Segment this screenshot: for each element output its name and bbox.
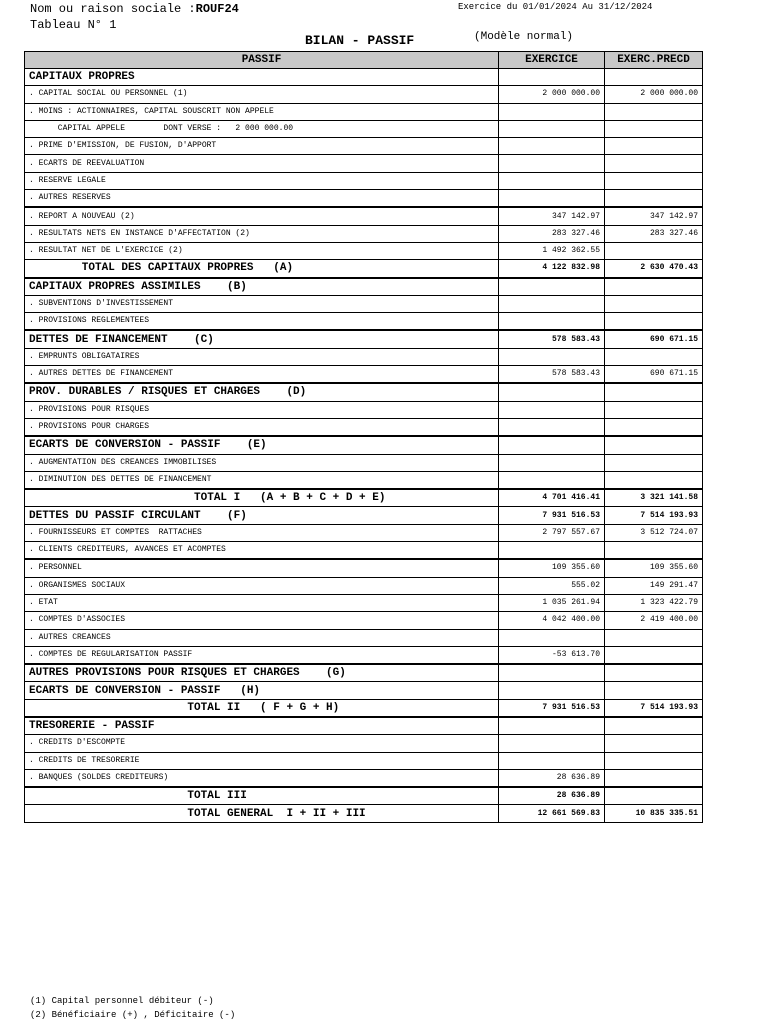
- row-label: . AUTRES CREANCES: [25, 629, 499, 646]
- row-label: . AUTRES RESERVES: [25, 190, 499, 208]
- precedent-value: [605, 190, 703, 208]
- row-label: . CAPITAL SOCIAL OU PERSONNEL (1): [25, 86, 499, 103]
- table-row: [25, 86, 703, 103]
- section-title: ECARTS DE CONVERSION - PASSIF (E): [25, 436, 499, 454]
- row-label: . PROVISIONS POUR CHARGES: [25, 418, 499, 436]
- table-row: [25, 155, 703, 172]
- precedent-value: 690 671.15: [605, 366, 703, 384]
- precedent-value: 283 327.46: [605, 225, 703, 242]
- exercice-value: [499, 69, 605, 86]
- precedent-value: [605, 418, 703, 436]
- exercice-value: [499, 682, 605, 699]
- table-row: [25, 454, 703, 471]
- section-title: AUTRES PROVISIONS POUR RISQUES ET CHARGES (G): [25, 664, 499, 682]
- precedent-value: 10 835 335.51: [605, 805, 703, 822]
- exercice-value: [499, 629, 605, 646]
- precedent-value: [605, 278, 703, 296]
- exercice-value: [499, 542, 605, 560]
- row-label: . AUTRES DETTES DE FINANCEMENT: [25, 366, 499, 384]
- table-row: [25, 805, 703, 822]
- table-row: [25, 559, 703, 577]
- row-label: . CREDITS DE TRESORERIE: [25, 752, 499, 769]
- precedent-value: [605, 69, 703, 86]
- row-label: . EMPRUNTS OBLIGATAIRES: [25, 348, 499, 365]
- row-label: . RESULTAT NET DE L'EXERCICE (2): [25, 242, 499, 259]
- company-name: ROUF24: [195, 2, 239, 16]
- table-row: [25, 612, 703, 629]
- precedent-value: 2 000 000.00: [605, 86, 703, 103]
- table-row: [25, 594, 703, 611]
- exercice-value: [499, 471, 605, 489]
- precedent-value: 3 321 141.58: [605, 489, 703, 507]
- row-label: . PROVISIONS REGLEMENTEES: [25, 313, 499, 331]
- precedent-value: [605, 454, 703, 471]
- section-title: CAPITAUX PROPRES ASSIMILES (B): [25, 278, 499, 296]
- exercice-value: -53 613.70: [499, 646, 605, 664]
- exercice-value: 28 636.89: [499, 769, 605, 787]
- section-title: TRESORERIE - PASSIF: [25, 717, 499, 735]
- precedent-value: [605, 348, 703, 365]
- precedent-value: [605, 769, 703, 787]
- precedent-value: [605, 542, 703, 560]
- exercice-value: 347 142.97: [499, 207, 605, 225]
- row-label: . FOURNISSEURS ET COMPTES RATTACHES: [25, 524, 499, 541]
- table-row: [25, 172, 703, 189]
- precedent-value: 347 142.97: [605, 207, 703, 225]
- section-title: CAPITAUX PROPRES: [25, 69, 499, 86]
- row-label: . CLIENTS CREDITEURS, AVANCES ET ACOMPTES: [25, 542, 499, 560]
- exercice-value: 2 000 000.00: [499, 86, 605, 103]
- total-label: TOTAL II ( F + G + H): [25, 699, 499, 717]
- exercice-value: 578 583.43: [499, 330, 605, 348]
- table-row: [25, 401, 703, 418]
- row-label: . RESULTATS NETS EN INSTANCE D'AFFECTATION (2): [25, 225, 499, 242]
- table-header-row: [25, 52, 703, 69]
- row-label: . CREDITS D'ESCOMPTE: [25, 735, 499, 752]
- precedent-value: [605, 682, 703, 699]
- exercice-value: [499, 313, 605, 331]
- table-row: [25, 418, 703, 436]
- row-label: . PERSONNEL: [25, 559, 499, 577]
- total-label: TOTAL DES CAPITAUX PROPRES (A): [25, 260, 499, 278]
- exercice-value: 555.02: [499, 577, 605, 594]
- row-label: . PRIME D'EMISSION, DE FUSION, D'APPORT: [25, 138, 499, 155]
- precedent-value: [605, 646, 703, 664]
- company-label: Nom ou raison sociale :: [30, 2, 196, 16]
- row-label: . SUBVENTIONS D'INVESTISSEMENT: [25, 295, 499, 312]
- table-row: [25, 278, 703, 296]
- exercice-value: [499, 155, 605, 172]
- col-exercice: EXERCICE: [499, 52, 605, 69]
- total-label: TOTAL III: [25, 787, 499, 805]
- precedent-value: [605, 103, 703, 120]
- table-row: [25, 489, 703, 507]
- precedent-value: [605, 242, 703, 259]
- precedent-value: 7 514 193.93: [605, 699, 703, 717]
- exercice-value: [499, 454, 605, 471]
- table-row: [25, 69, 703, 86]
- row-label: . MOINS : ACTIONNAIRES, CAPITAL SOUSCRIT NON APPELE: [25, 103, 499, 120]
- exercice-value: [499, 383, 605, 401]
- table-row: [25, 383, 703, 401]
- table-row: [25, 313, 703, 331]
- exercice-value: [499, 436, 605, 454]
- exercice-value: 109 355.60: [499, 559, 605, 577]
- row-label: . RESERVE LEGALE: [25, 172, 499, 189]
- section-title: DETTES DE FINANCEMENT (C): [25, 330, 499, 348]
- precedent-value: [605, 313, 703, 331]
- table-row: [25, 717, 703, 735]
- table-row: [25, 682, 703, 699]
- exercice-value: 283 327.46: [499, 225, 605, 242]
- table-row: [25, 769, 703, 787]
- exercice-value: 4 701 416.41: [499, 489, 605, 507]
- total-label: TOTAL I (A + B + C + D + E): [25, 489, 499, 507]
- table-row: [25, 190, 703, 208]
- table-row: [25, 752, 703, 769]
- tableau-number: Tableau N° 1: [30, 18, 117, 32]
- exercice-value: [499, 278, 605, 296]
- company-line: [30, 2, 239, 16]
- exercice-value: 578 583.43: [499, 366, 605, 384]
- precedent-value: [605, 629, 703, 646]
- page-title: BILAN - PASSIF: [305, 33, 415, 48]
- exercice-value: [499, 401, 605, 418]
- exercice-value: 1 492 362.55: [499, 242, 605, 259]
- row-label: . COMPTES D'ASSOCIES: [25, 612, 499, 629]
- precedent-value: [605, 436, 703, 454]
- section-title: PROV. DURABLES / RISQUES ET CHARGES (D): [25, 383, 499, 401]
- model-note: (Modèle normal): [474, 31, 574, 43]
- bilan-passif-table: [24, 51, 703, 823]
- section-title: DETTES DU PASSIF CIRCULANT (F): [25, 507, 499, 524]
- exercice-value: [499, 752, 605, 769]
- row-label: . ETAT: [25, 594, 499, 611]
- section-title: ECARTS DE CONVERSION - PASSIF (H): [25, 682, 499, 699]
- precedent-value: [605, 155, 703, 172]
- table-row: [25, 664, 703, 682]
- precedent-value: 149 291.47: [605, 577, 703, 594]
- exercice-value: 1 035 261.94: [499, 594, 605, 611]
- table-row: [25, 787, 703, 805]
- precedent-value: 109 355.60: [605, 559, 703, 577]
- exercice-value: [499, 418, 605, 436]
- row-label: . ECARTS DE REEVALUATION: [25, 155, 499, 172]
- precedent-value: [605, 664, 703, 682]
- exercice-value: 28 636.89: [499, 787, 605, 805]
- precedent-value: 7 514 193.93: [605, 507, 703, 524]
- col-precedent: EXERC.PRECD: [605, 52, 703, 69]
- table-row: [25, 577, 703, 594]
- precedent-value: 1 323 422.79: [605, 594, 703, 611]
- precedent-value: [605, 752, 703, 769]
- exercice-value: 4 122 832.98: [499, 260, 605, 278]
- precedent-value: [605, 787, 703, 805]
- exercice-value: 12 661 569.83: [499, 805, 605, 822]
- exercice-value: [499, 295, 605, 312]
- table-row: [25, 225, 703, 242]
- table-row: [25, 207, 703, 225]
- exercice-value: [499, 348, 605, 365]
- footnote-2: (2) Bénéficiaire (+) , Déficitaire (-): [30, 1010, 236, 1020]
- precedent-value: 690 671.15: [605, 330, 703, 348]
- precedent-value: [605, 735, 703, 752]
- table-row: [25, 436, 703, 454]
- table-row: [25, 524, 703, 541]
- table-row: [25, 507, 703, 524]
- exercice-value: [499, 172, 605, 189]
- precedent-value: [605, 471, 703, 489]
- exercice-value: [499, 190, 605, 208]
- total-label: TOTAL GENERAL I + II + III: [25, 805, 499, 822]
- table-row: [25, 646, 703, 664]
- exercice-value: [499, 103, 605, 120]
- exercise-period: Exercice du 01/01/2024 Au 31/12/2024: [458, 2, 653, 12]
- exercice-value: 7 931 516.53: [499, 699, 605, 717]
- exercice-value: [499, 120, 605, 137]
- row-label: . PROVISIONS POUR RISQUES: [25, 401, 499, 418]
- row-label: . DIMINUTION DES DETTES DE FINANCEMENT: [25, 471, 499, 489]
- table-row: [25, 471, 703, 489]
- row-label: . BANQUES (SOLDES CREDITEURS): [25, 769, 499, 787]
- precedent-value: [605, 383, 703, 401]
- exercice-value: 7 931 516.53: [499, 507, 605, 524]
- row-label: . REPORT A NOUVEAU (2): [25, 207, 499, 225]
- table-row: [25, 260, 703, 278]
- precedent-value: 2 419 400.00: [605, 612, 703, 629]
- precedent-value: 2 630 470.43: [605, 260, 703, 278]
- table-row: [25, 138, 703, 155]
- precedent-value: [605, 120, 703, 137]
- precedent-value: [605, 138, 703, 155]
- table-row: [25, 542, 703, 560]
- row-label: . COMPTES DE REGULARISATION PASSIF: [25, 646, 499, 664]
- table-row: [25, 699, 703, 717]
- precedent-value: 3 512 724.07: [605, 524, 703, 541]
- table-row: [25, 330, 703, 348]
- exercice-value: [499, 717, 605, 735]
- footnote-1: (1) Capital personnel débiteur (-): [30, 996, 214, 1006]
- precedent-value: [605, 401, 703, 418]
- table-row: [25, 295, 703, 312]
- row-label: . AUGMENTATION DES CREANCES IMMOBILISES: [25, 454, 499, 471]
- exercice-value: [499, 735, 605, 752]
- exercice-value: [499, 664, 605, 682]
- table-row: [25, 735, 703, 752]
- table-row: [25, 103, 703, 120]
- table-row: [25, 366, 703, 384]
- row-label: CAPITAL APPELE DONT VERSE : 2 000 000.00: [25, 120, 499, 137]
- col-passif: PASSIF: [25, 52, 499, 69]
- table-row: [25, 629, 703, 646]
- precedent-value: [605, 172, 703, 189]
- precedent-value: [605, 717, 703, 735]
- table-row: [25, 348, 703, 365]
- precedent-value: [605, 295, 703, 312]
- table-row: [25, 120, 703, 137]
- exercice-value: 4 042 400.00: [499, 612, 605, 629]
- exercice-value: 2 797 557.67: [499, 524, 605, 541]
- table-row: [25, 242, 703, 259]
- exercice-value: [499, 138, 605, 155]
- row-label: . ORGANISMES SOCIAUX: [25, 577, 499, 594]
